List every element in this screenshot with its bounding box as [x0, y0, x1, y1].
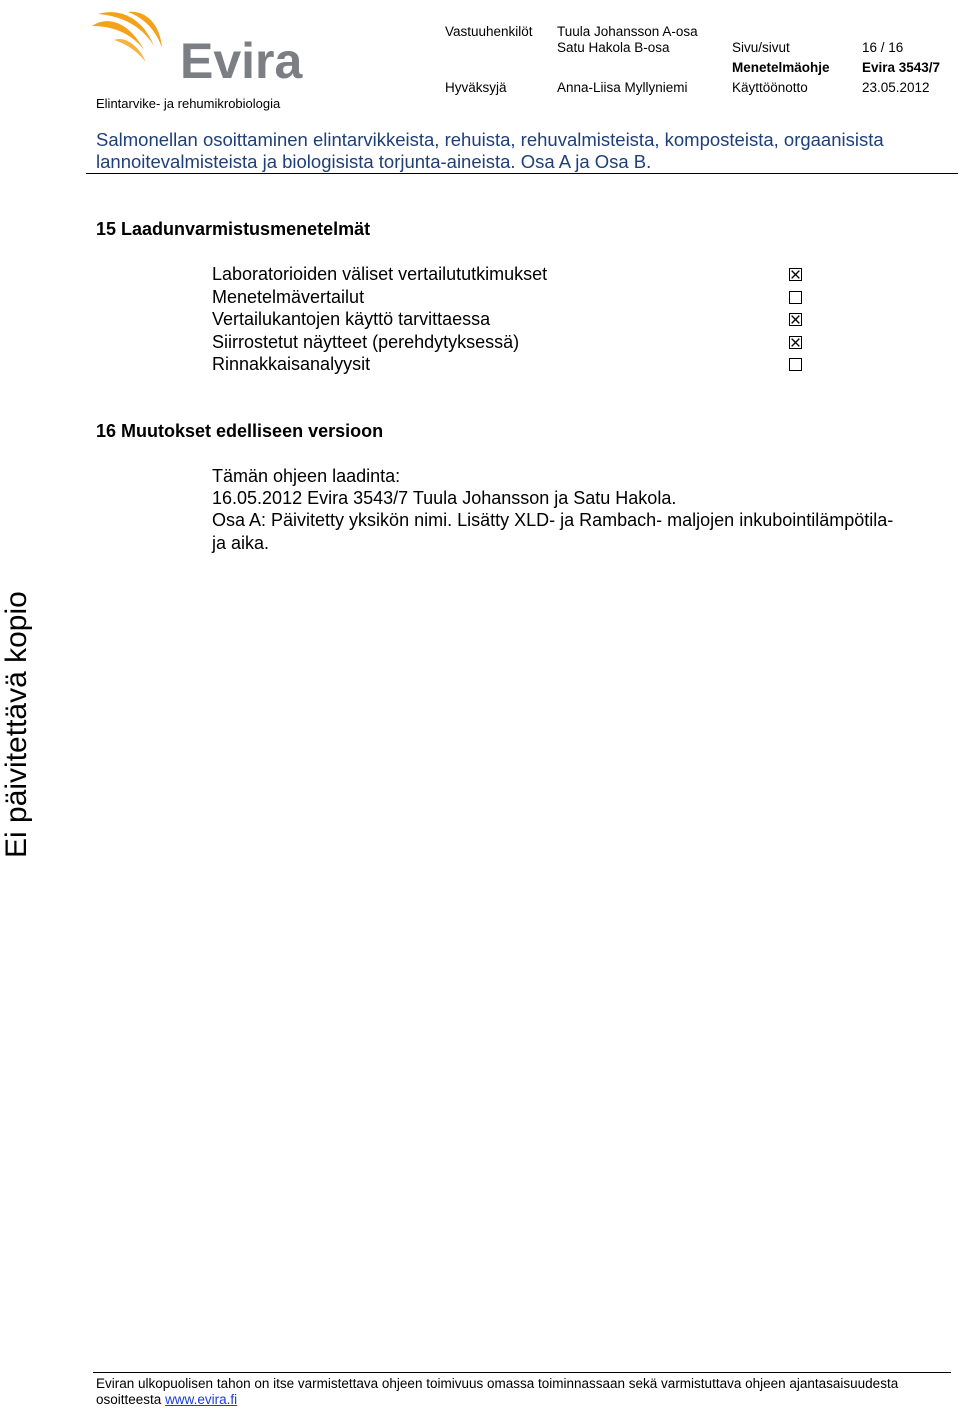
evira-website-link[interactable]: www.evira.fi: [165, 1392, 238, 1407]
footer-divider: [93, 1372, 951, 1373]
doc-title-line-1: Salmonellan osoittaminen elintarvikkeista, rehuista, rehuvalmisteista, komposteista, orgaanisista: [96, 129, 884, 150]
changes-line-1: Tämän ohjeen laadinta:: [212, 466, 401, 486]
doc-id: Evira 3543/7: [862, 60, 941, 75]
qa-item-1-checkbox[interactable]: [789, 268, 802, 281]
org-unit: Elintarvike- ja rehumikrobiologia: [96, 96, 281, 111]
section-16-heading: 16 Muutokset edelliseen versioon: [96, 421, 384, 441]
changes-line-2: 16.05.2012 Evira 3543/7 Tuula Johansson ja Satu Hakola.: [212, 488, 677, 508]
header-divider: [86, 173, 958, 174]
qa-item-2-checkbox[interactable]: [789, 291, 802, 304]
doc-title-line-2: lannoitevalmisteista ja biologisista torjunta-aineista. Osa A ja Osa B.: [96, 151, 652, 172]
footer-line-1: Eviran ulkopuolisen tahon on itse varmistettava ohjeen toimivuus omassa toiminnassaan sekä varmistuttava ohjeen ajantasaisuudesta: [96, 1376, 899, 1391]
evira-logo-graphic: [88, 10, 320, 84]
doc-type: Menetelmäohje: [732, 60, 830, 75]
uncontrolled-copy-watermark: Ei päivitettävä kopio: [0, 591, 33, 858]
approver-label: Hyväksyjä: [445, 80, 507, 95]
approver: Anna-Liisa Myllyniemi: [557, 80, 688, 95]
check-x-icon: [790, 269, 801, 280]
deploy-date: 23.05.2012: [862, 80, 930, 95]
qa-item-2-label: Menetelmävertailut: [212, 287, 365, 307]
responsible-b: Satu Hakola B-osa: [557, 40, 670, 55]
evira-logo: [88, 10, 320, 84]
responsible-a: Tuula Johansson A-osa: [557, 24, 698, 39]
qa-item-5-label: Rinnakkaisanalyysit: [212, 354, 371, 374]
page-label: Sivu/sivut: [732, 40, 790, 55]
changes-line-4: ja aika.: [212, 533, 270, 553]
qa-item-4-checkbox[interactable]: [789, 336, 802, 349]
qa-item-4-label: Siirrostetut näytteet (perehdytyksessä): [212, 332, 520, 352]
page-number: 16 / 16: [862, 40, 904, 55]
qa-item-1-label: Laboratorioiden väliset vertailututkimukset: [212, 264, 548, 284]
svg-text:Evira: Evira: [180, 33, 303, 84]
deploy-label: Käyttöönotto: [732, 80, 808, 95]
qa-item-3-checkbox[interactable]: [789, 313, 802, 326]
check-x-icon: [790, 314, 801, 325]
footer-line-2-prefix: osoitteesta: [96, 1392, 162, 1407]
section-15-heading: 15 Laadunvarmistusmenetelmät: [96, 219, 371, 239]
footer-line-2: [96, 1392, 237, 1407]
qa-item-5-checkbox[interactable]: [789, 358, 802, 371]
responsible-label: Vastuuhenkilöt: [445, 24, 533, 39]
check-x-icon: [790, 337, 801, 348]
changes-line-3: Osa A: Päivitetty yksikön nimi. Lisätty XLD- ja Rambach- maljojen inkubointilämpötila-: [212, 510, 894, 530]
qa-item-3-label: Vertailukantojen käyttö tarvittaessa: [212, 309, 491, 329]
